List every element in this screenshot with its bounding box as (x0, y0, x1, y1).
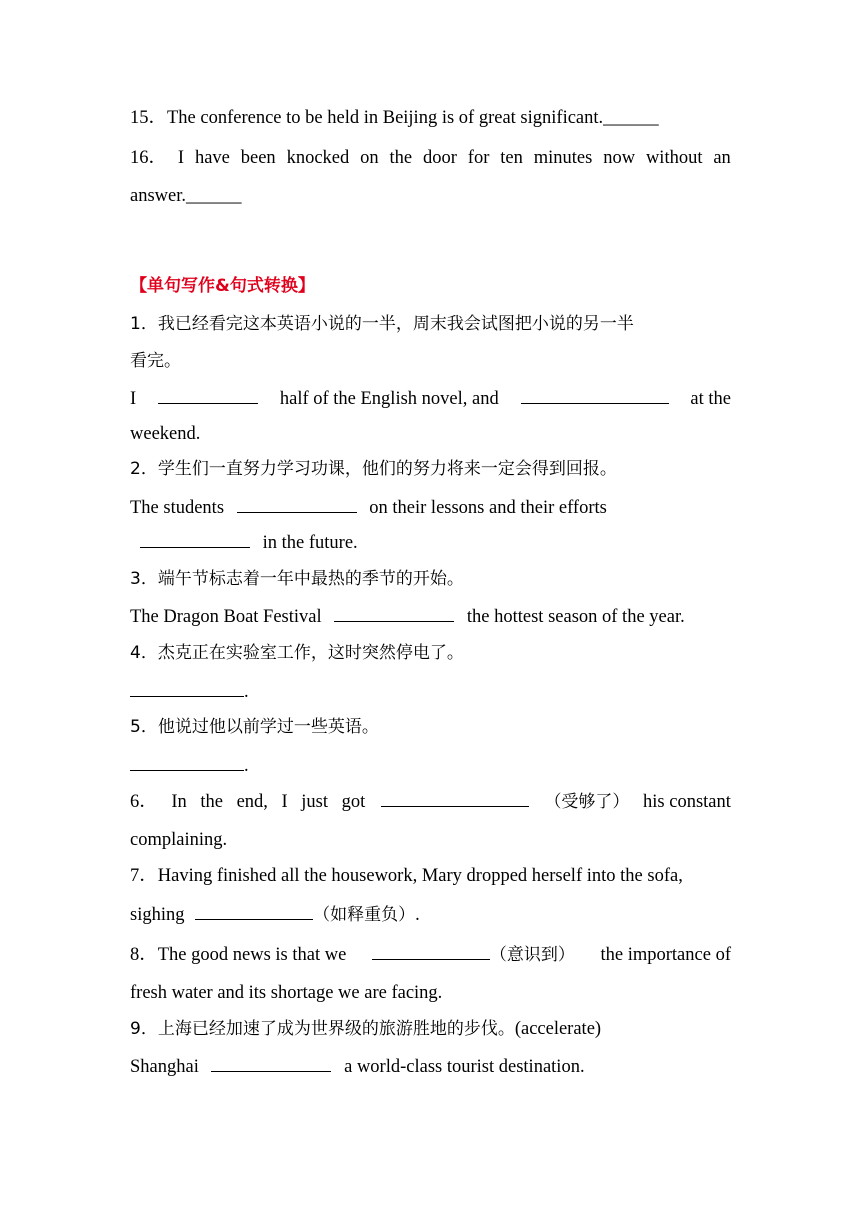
q6-line1 (130, 787, 731, 817)
item-16-word: an (713, 148, 731, 168)
item-16-word: knocked (286, 148, 350, 168)
q9-chinese-text: 9．上海已经加速了成为世界级的旅游胜地的步伐。 (130, 1019, 515, 1039)
q6-word: In (171, 792, 187, 812)
q8-blank[interactable] (372, 940, 490, 960)
q3-blank[interactable] (334, 602, 454, 622)
q2-english-line1 (130, 493, 731, 523)
q3-start: The Dragon Boat Festival (130, 607, 322, 627)
q1-chinese-line1 (130, 309, 731, 339)
q4-chinese (130, 638, 731, 668)
q1-chinese-line2 (130, 346, 731, 376)
q8-line2 (130, 978, 731, 1008)
q2-end: in the future. (262, 533, 358, 553)
item-16-word: without (645, 148, 703, 168)
q5-blank[interactable] (130, 751, 244, 771)
item-16-word: door (422, 148, 457, 168)
q2-chinese-text: 2．学生们一直努力学习功课，他们的努力将来一定会得到回报。 (130, 459, 617, 479)
q6-word: got (341, 792, 366, 812)
item-16-line2 (130, 181, 731, 211)
q1-english-line2 (130, 419, 731, 449)
q4-blank[interactable] (130, 677, 244, 697)
item-16-word: on (360, 148, 379, 168)
q6-word: I (281, 792, 288, 812)
q7-hint: （如释重负） (313, 905, 416, 925)
q2-english-line2 (130, 528, 731, 558)
q8-hint: （意识到） (489, 945, 575, 965)
q1-phrase: half of the English novel, and (279, 389, 499, 409)
section-heading-text: 【单句写作&句式转换】 (130, 276, 315, 296)
q8-line2-text: fresh water and its shortage we are facing. (130, 983, 443, 1003)
q7-blank[interactable] (195, 900, 313, 920)
item-16-line2-text: answer.______ (130, 186, 242, 206)
q1-chinese-text: 1．我已经看完这本英语小说的一半，周末我会试图把小说的另一半 (130, 314, 634, 334)
section-heading (130, 271, 731, 301)
q8-start: 8．The good news is that we (130, 945, 347, 965)
q5-chinese (130, 712, 731, 742)
item-16-word: ten (500, 148, 523, 168)
q5-answer-line (130, 751, 731, 781)
q3-chinese-text: 3．端午节标志着一年中最热的季节的开始。 (130, 569, 464, 589)
q6-word: just (301, 792, 329, 812)
q9-blank[interactable] (211, 1052, 331, 1072)
q9-english (130, 1052, 731, 1082)
q6-hint: （受够了） (544, 792, 630, 812)
item-16-word: been (240, 148, 276, 168)
q2-start: The students (130, 498, 225, 518)
q5-chinese-text: 5．他说过他以前学过一些英语。 (130, 717, 379, 737)
q1-weekend: weekend. (130, 424, 201, 444)
q1-english-line1 (130, 384, 731, 414)
q1-tail: at the (690, 389, 731, 409)
item-16-word: have (194, 148, 230, 168)
q4-period: . (244, 682, 249, 702)
item-16-word: minutes (533, 148, 593, 168)
q6-number: 6． (130, 792, 158, 812)
q4-chinese-text: 4．杰克正在实验室工作，这时突然停电了。 (130, 643, 464, 663)
q2-blank-1[interactable] (237, 493, 357, 513)
q6-word: the (200, 792, 223, 812)
item-16-number: 16． (130, 148, 168, 168)
q7-line1-text: 7．Having finished all the housework, Mary dropped herself into the sofa, (130, 866, 683, 886)
q1-blank-1[interactable] (158, 384, 258, 404)
q2-middle: on their lessons and their efforts (369, 498, 607, 518)
item-15 (130, 103, 731, 133)
q9-keyword: (accelerate) (514, 1019, 602, 1039)
item-16-word: for (467, 148, 490, 168)
item-16-line1 (130, 143, 731, 173)
q9-start: Shanghai (130, 1057, 199, 1077)
q6-after: his constant (643, 792, 731, 812)
item-16-word: now (603, 148, 636, 168)
q6-blank[interactable] (381, 787, 529, 807)
q2-blank-2[interactable] (140, 528, 250, 548)
q7-start: sighing (130, 905, 185, 925)
q7-period: . (415, 905, 420, 925)
q8-line1 (130, 940, 731, 970)
q1-chinese-text-2: 看完。 (130, 351, 181, 371)
q7-line2 (130, 900, 731, 930)
item-15-text: 15．The conference to be held in Beijing is of great significant.______ (130, 108, 659, 128)
q3-english (130, 602, 731, 632)
q6-line2 (130, 825, 731, 855)
q4-answer-line (130, 677, 731, 707)
q1-word: I (130, 389, 137, 409)
q7-line1 (130, 861, 731, 891)
q5-period: . (244, 756, 249, 776)
q3-chinese (130, 564, 731, 594)
q9-chinese (130, 1014, 731, 1044)
q1-blank-2[interactable] (521, 384, 669, 404)
q3-end: the hottest season of the year. (466, 607, 685, 627)
q2-chinese (130, 454, 731, 484)
item-16-word: the (389, 148, 413, 168)
q9-end: a world-class tourist destination. (344, 1057, 585, 1077)
q6-line2-text: complaining. (130, 830, 228, 850)
item-16-word: I (177, 148, 185, 168)
q6-word: end, (236, 792, 268, 812)
q8-after: the importance of (600, 945, 731, 965)
